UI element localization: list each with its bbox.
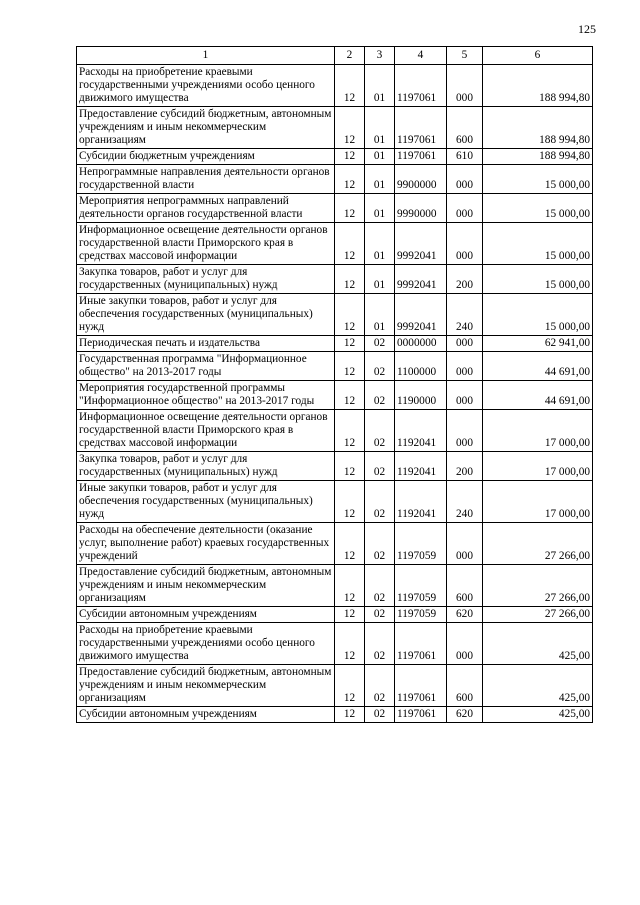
row-subsection-cell: 02 [365,665,395,707]
row-section-cell: 12 [335,523,365,565]
row-amount-cell: 27 266,00 [483,565,593,607]
row-name-cell: Закупка товаров, работ и услуг для государственных (муниципальных) нужд [77,452,335,481]
table-row [77,194,593,223]
row-name-cell: Субсидии бюджетным учреждениям [77,149,335,165]
row-target-article-cell: 9990000 [395,194,447,223]
table-row [77,623,593,665]
row-expense-type-cell: 000 [447,410,483,452]
row-name-cell: Мероприятия непрограммных направлений деятельности органов государственной власти [77,194,335,223]
row-name-cell: Субсидии автономным учреждениям [77,607,335,623]
row-section-cell: 12 [335,265,365,294]
table-row [77,523,593,565]
row-target-article-cell: 1192041 [395,452,447,481]
row-expense-type-cell: 620 [447,607,483,623]
row-subsection-cell: 02 [365,410,395,452]
table-row [77,165,593,194]
row-target-article-cell: 1197061 [395,149,447,165]
row-name-cell: Государственная программа "Информационное общество" на 2013-2017 годы [77,352,335,381]
row-target-article-cell: 1197061 [395,665,447,707]
row-section-cell: 12 [335,336,365,352]
row-section-cell: 12 [335,452,365,481]
table-row [77,410,593,452]
row-expense-type-cell: 000 [447,165,483,194]
row-name-cell: Иные закупки товаров, работ и услуг для обеспечения государственных (муниципальных) нужд [77,481,335,523]
row-subsection-cell: 01 [365,223,395,265]
table-row [77,336,593,352]
row-amount-cell: 425,00 [483,623,593,665]
column-header-amount: 6 [483,47,593,65]
row-subsection-cell: 02 [365,623,395,665]
row-expense-type-cell: 620 [447,707,483,723]
table-row [77,481,593,523]
row-name-cell: Информационное освещение деятельности органов государственной власти Приморского края в средствах массовой информации [77,223,335,265]
row-section-cell: 12 [335,565,365,607]
row-amount-cell: 15 000,00 [483,265,593,294]
row-name-cell: Расходы на приобретение краевыми государственными учреждениями особо ценного движимого имущества [77,65,335,107]
table-row [77,452,593,481]
table-row [77,707,593,723]
row-target-article-cell: 1197059 [395,565,447,607]
row-name-cell: Расходы на обеспечение деятельности (оказание услуг, выполнение работ) краевых государственных учреждений [77,523,335,565]
row-amount-cell: 44 691,00 [483,352,593,381]
row-target-article-cell: 0000000 [395,336,447,352]
table-row [77,665,593,707]
row-target-article-cell: 1190000 [395,381,447,410]
row-subsection-cell: 02 [365,452,395,481]
row-section-cell: 12 [335,294,365,336]
row-name-cell: Предоставление субсидий бюджетным, автономным учреждениям и иным некоммерческим организациям [77,665,335,707]
row-name-cell: Расходы на приобретение краевыми государственными учреждениями особо ценного движимого имущества [77,623,335,665]
row-target-article-cell: 1197061 [395,623,447,665]
row-amount-cell: 15 000,00 [483,223,593,265]
row-amount-cell: 17 000,00 [483,410,593,452]
column-header-subsection: 3 [365,47,395,65]
row-subsection-cell: 01 [365,107,395,149]
table-row [77,107,593,149]
table-row [77,65,593,107]
row-amount-cell: 425,00 [483,707,593,723]
row-name-cell: Иные закупки товаров, работ и услуг для обеспечения государственных (муниципальных) нужд [77,294,335,336]
row-amount-cell: 188 994,80 [483,149,593,165]
row-subsection-cell: 02 [365,523,395,565]
row-target-article-cell: 9992041 [395,265,447,294]
row-target-article-cell: 1197061 [395,707,447,723]
table-row [77,149,593,165]
row-name-cell: Предоставление субсидий бюджетным, автономным учреждениям и иным некоммерческим организациям [77,565,335,607]
row-subsection-cell: 02 [365,707,395,723]
table-header-row [77,47,593,65]
row-subsection-cell: 02 [365,352,395,381]
row-subsection-cell: 02 [365,336,395,352]
budget-table [76,46,593,723]
row-section-cell: 12 [335,481,365,523]
column-header-name: 1 [77,47,335,65]
row-subsection-cell: 02 [365,565,395,607]
row-amount-cell: 188 994,80 [483,65,593,107]
row-target-article-cell: 9900000 [395,165,447,194]
row-expense-type-cell: 240 [447,294,483,336]
row-expense-type-cell: 000 [447,623,483,665]
row-subsection-cell: 01 [365,149,395,165]
row-section-cell: 12 [335,165,365,194]
row-name-cell: Субсидии автономным учреждениям [77,707,335,723]
row-target-article-cell: 9992041 [395,223,447,265]
row-subsection-cell: 02 [365,481,395,523]
row-expense-type-cell: 600 [447,565,483,607]
row-subsection-cell: 02 [365,607,395,623]
row-amount-cell: 27 266,00 [483,607,593,623]
row-expense-type-cell: 000 [447,336,483,352]
column-header-target-article: 4 [395,47,447,65]
row-name-cell: Мероприятия государственной программы "Информационное общество" на 2013-2017 годы [77,381,335,410]
row-expense-type-cell: 000 [447,194,483,223]
table-row [77,352,593,381]
row-section-cell: 12 [335,65,365,107]
row-target-article-cell: 1192041 [395,481,447,523]
row-section-cell: 12 [335,707,365,723]
row-subsection-cell: 01 [365,165,395,194]
table-row [77,265,593,294]
row-section-cell: 12 [335,352,365,381]
row-section-cell: 12 [335,381,365,410]
row-amount-cell: 15 000,00 [483,294,593,336]
row-target-article-cell: 1197061 [395,65,447,107]
row-subsection-cell: 01 [365,294,395,336]
table-row [77,223,593,265]
table-row [77,294,593,336]
row-expense-type-cell: 000 [447,523,483,565]
row-subsection-cell: 01 [365,194,395,223]
row-target-article-cell: 1197059 [395,523,447,565]
row-section-cell: 12 [335,410,365,452]
row-target-article-cell: 1197059 [395,607,447,623]
row-expense-type-cell: 240 [447,481,483,523]
row-amount-cell: 17 000,00 [483,481,593,523]
row-amount-cell: 425,00 [483,665,593,707]
row-section-cell: 12 [335,149,365,165]
row-name-cell: Закупка товаров, работ и услуг для государственных (муниципальных) нужд [77,265,335,294]
column-header-section: 2 [335,47,365,65]
row-amount-cell: 44 691,00 [483,381,593,410]
table-body [77,65,593,723]
row-name-cell: Информационное освещение деятельности органов государственной власти Приморского края в средствах массовой информации [77,410,335,452]
row-section-cell: 12 [335,607,365,623]
row-expense-type-cell: 600 [447,665,483,707]
row-expense-type-cell: 000 [447,223,483,265]
row-expense-type-cell: 610 [447,149,483,165]
row-expense-type-cell: 000 [447,65,483,107]
row-expense-type-cell: 200 [447,265,483,294]
row-name-cell: Непрограммные направления деятельности органов государственной власти [77,165,335,194]
row-amount-cell: 27 266,00 [483,523,593,565]
column-header-expense-type: 5 [447,47,483,65]
row-expense-type-cell: 000 [447,352,483,381]
row-section-cell: 12 [335,623,365,665]
table-row [77,607,593,623]
table-row [77,381,593,410]
row-section-cell: 12 [335,223,365,265]
row-target-article-cell: 1192041 [395,410,447,452]
row-amount-cell: 15 000,00 [483,194,593,223]
row-section-cell: 12 [335,665,365,707]
row-subsection-cell: 01 [365,265,395,294]
row-name-cell: Периодическая печать и издательства [77,336,335,352]
row-amount-cell: 17 000,00 [483,452,593,481]
row-name-cell: Предоставление субсидий бюджетным, автономным учреждениям и иным некоммерческим организациям [77,107,335,149]
row-amount-cell: 15 000,00 [483,165,593,194]
table-row [77,565,593,607]
row-target-article-cell: 1197061 [395,107,447,149]
row-target-article-cell: 1100000 [395,352,447,381]
row-target-article-cell: 9992041 [395,294,447,336]
row-expense-type-cell: 600 [447,107,483,149]
row-subsection-cell: 01 [365,65,395,107]
row-expense-type-cell: 000 [447,381,483,410]
row-amount-cell: 62 941,00 [483,336,593,352]
row-subsection-cell: 02 [365,381,395,410]
row-section-cell: 12 [335,107,365,149]
row-amount-cell: 188 994,80 [483,107,593,149]
row-section-cell: 12 [335,194,365,223]
row-expense-type-cell: 200 [447,452,483,481]
page-number: 125 [578,22,596,36]
